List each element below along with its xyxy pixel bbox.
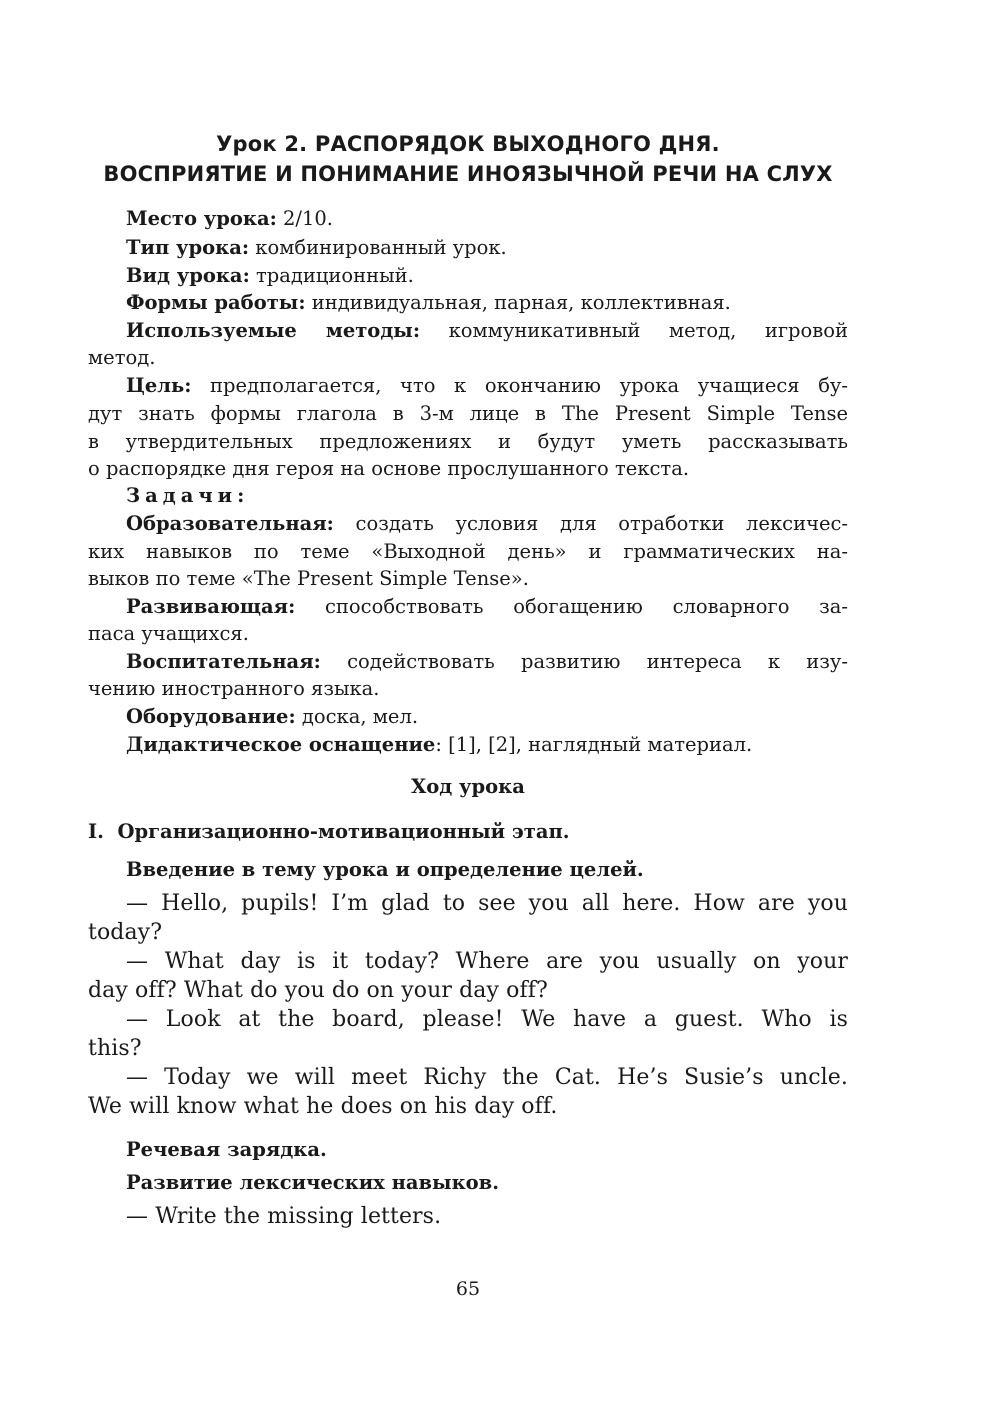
edu-label: Образовательная: xyxy=(126,512,334,535)
dev-text: способствовать обогащению словарного за- xyxy=(325,595,848,618)
page-number: 65 xyxy=(455,1278,481,1300)
dev-line-2: паса учащихся. xyxy=(88,622,249,645)
dev-row xyxy=(126,593,848,621)
edu-line-3: выков по теме «The Present Simple Tense». xyxy=(88,567,529,590)
dialogue-1-line-1: — Hello, pupils! I’m glad to see you all here. How are you xyxy=(126,891,848,916)
forms-label: Формы работы: xyxy=(126,291,306,314)
dialogue-3-line-1: — Look at the board, please! We have a guest. Who is xyxy=(126,1007,848,1032)
warmup-title: Речевая зарядка. xyxy=(126,1138,327,1161)
type-label: Тип урока: xyxy=(126,236,250,259)
methods-continuation: метод. xyxy=(88,346,156,369)
forms-row xyxy=(126,289,848,317)
intro-heading xyxy=(126,856,848,884)
upbringing-line-2: чению иностранного языка. xyxy=(88,677,380,700)
warmup-heading xyxy=(126,1136,848,1164)
forms-value: индивидуальная, парная, коллективная. xyxy=(311,291,731,314)
lexical-title: Развитие лексических навыков. xyxy=(126,1171,500,1194)
didactic-label: Дидактическое оснащение xyxy=(126,733,436,756)
dialogue-5: — Write the missing letters. xyxy=(126,1204,442,1229)
methods-value: коммуникативный метод, игровой xyxy=(448,319,848,342)
goal-label: Цель: xyxy=(126,374,192,397)
didactic-value: : [1], [2], наглядный материал. xyxy=(435,733,753,756)
dialogue-2-line-1: — What day is it today? Where are you usually on your xyxy=(126,949,848,974)
upbringing-text: содействовать развитию интереса к изу- xyxy=(347,650,848,673)
edu-line-2: ких навыков по теме «Выходной день» и грамматических на- xyxy=(88,540,848,563)
place-value: 2/10. xyxy=(283,207,333,230)
goal-row xyxy=(126,372,848,400)
lexical-heading xyxy=(126,1169,848,1197)
intro-title: Введение в тему урока и определение целей. xyxy=(126,858,644,881)
didactic-row xyxy=(126,731,848,759)
kind-row xyxy=(126,262,848,290)
goal-line-4: о распорядке дня героя на основе прослушанного текста. xyxy=(88,457,690,480)
methods-label: Используемые методы: xyxy=(126,319,421,342)
upbringing-row xyxy=(126,648,848,676)
tasks-label: Задачи: xyxy=(126,484,250,507)
stage-heading xyxy=(88,818,848,846)
stage-1-title: I. Организационно-мотивационный этап. xyxy=(88,820,570,843)
dialogue-4-line-1: — Today we will meet Richy the Cat. He’s Susie’s uncle. xyxy=(126,1065,848,1090)
upbringing-label: Воспитательная: xyxy=(126,650,321,673)
edu-text: создать условия для отработки лексичес- xyxy=(355,512,849,535)
goal-text: предполагается, что к окончанию урока учащиеся бу- xyxy=(210,374,848,397)
goal-line-3: в утвердительных предложениях и будут уметь рассказывать xyxy=(88,430,848,453)
lesson-title-line-2: ВОСПРИЯТИЕ И ПОНИМАНИЕ ИНОЯЗЫЧНОЙ РЕЧИ НА СЛУХ xyxy=(103,162,833,186)
tasks-heading xyxy=(126,482,848,510)
place-label: Место урока: xyxy=(126,207,277,230)
place-row xyxy=(126,205,848,233)
kind-value: традиционный. xyxy=(255,264,414,287)
dialogue-3-line-2: this? xyxy=(88,1036,142,1061)
equipment-value: доска, мел. xyxy=(301,705,419,728)
lesson-progress-heading: Ход урока xyxy=(411,775,525,798)
type-value: комбинированный урок. xyxy=(255,236,507,259)
lesson-title-line-1: Урок 2. РАСПОРЯДОК ВЫХОДНОГО ДНЯ. xyxy=(216,132,720,156)
goal-line-2: дут знать формы глагола в 3-м лице в The Present Simple Tense xyxy=(88,402,848,425)
dialogue-4-line-2: We will know what he does on his day off. xyxy=(88,1094,558,1119)
type-row xyxy=(126,234,848,262)
dev-label: Развивающая: xyxy=(126,595,296,618)
dialogue-2-line-2: day off? What do you do on your day off? xyxy=(88,978,548,1003)
methods-row xyxy=(126,317,848,345)
kind-label: Вид урока: xyxy=(126,264,250,287)
edu-row xyxy=(126,510,848,538)
equipment-label: Оборудование: xyxy=(126,705,296,728)
dialogue-1-line-2: today? xyxy=(88,920,163,945)
equipment-row xyxy=(126,703,848,731)
